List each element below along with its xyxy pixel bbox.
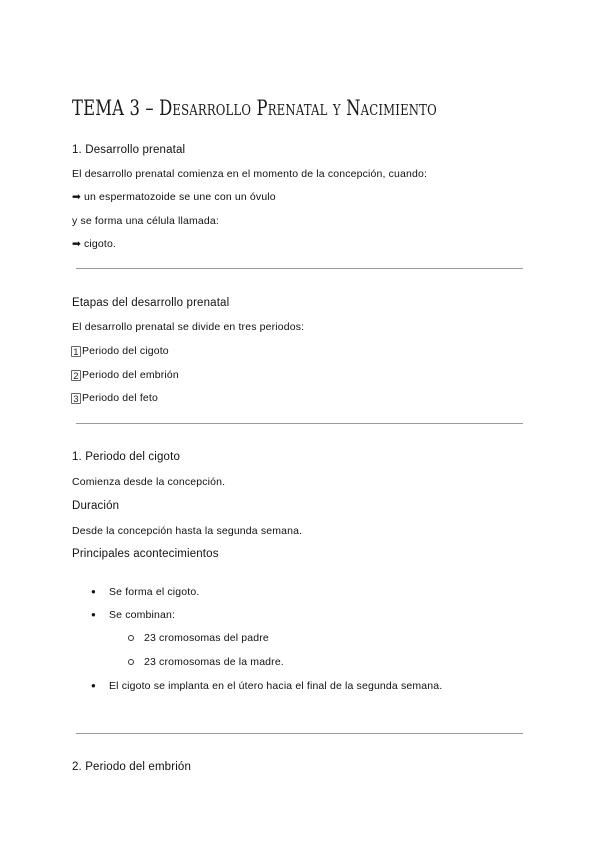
list-item: Se forma el cigoto. xyxy=(109,586,200,598)
section-heading-etapas: Etapas del desarrollo prenatal xyxy=(72,297,230,309)
keycap-number-icon: 3 xyxy=(71,393,81,404)
list-item: El cigoto se implanta en el útero hacia el final de la segunda semana. xyxy=(109,680,443,692)
list-item-label: Periodo del embrión xyxy=(82,369,179,381)
list-item xyxy=(71,345,169,357)
sub-list-item: 23 cromosomas de la madre. xyxy=(144,656,284,668)
list-item-label: Periodo del cigoto xyxy=(82,345,169,357)
sub-list-item: 23 cromosomas del padre xyxy=(144,632,269,644)
hollow-bullet-icon xyxy=(128,659,134,665)
section-heading-periodo-cigoto: 1. Periodo del cigoto xyxy=(72,451,180,463)
bullet-icon: ● xyxy=(91,610,96,619)
subheading-acontecimientos: Principales acontecimientos xyxy=(72,548,219,560)
paragraph-comienza: Comienza desde la concepción. xyxy=(72,476,226,488)
paragraph-intro: El desarrollo prenatal comienza en el momento de la concepción, cuando: xyxy=(72,168,428,180)
paragraph-periodos: El desarrollo prenatal se divide en tres periodos: xyxy=(72,321,305,333)
list-item: Se combinan: xyxy=(109,609,176,621)
horizontal-divider xyxy=(76,423,523,424)
keycap-number-icon: 1 xyxy=(71,346,81,357)
subheading-duracion: Duración xyxy=(72,500,120,512)
hollow-bullet-icon xyxy=(128,635,134,641)
list-item xyxy=(71,392,158,404)
keycap-number-icon: 2 xyxy=(71,370,81,381)
horizontal-divider xyxy=(76,268,523,269)
section-heading-desarrollo-prenatal: 1. Desarrollo prenatal xyxy=(72,144,186,156)
arrow-line-espermatozoide: ➡ un espermatozoide se une con un óvulo xyxy=(72,191,276,203)
list-item xyxy=(71,369,179,381)
horizontal-divider xyxy=(76,733,523,734)
section-heading-periodo-embrion: 2. Periodo del embrión xyxy=(72,761,192,773)
bullet-icon: ● xyxy=(91,681,96,690)
paragraph-duracion: Desde la concepción hasta la segunda semana. xyxy=(72,525,303,537)
page-title: TEMA 3 – Desarrollo Prenatal y Nacimiento xyxy=(72,96,437,120)
arrow-line-cigoto: ➡ cigoto. xyxy=(72,238,117,250)
list-item-label: Periodo del feto xyxy=(82,392,158,404)
paragraph-celula: y se forma una célula llamada: xyxy=(72,215,219,227)
bullet-icon: ● xyxy=(91,587,96,596)
